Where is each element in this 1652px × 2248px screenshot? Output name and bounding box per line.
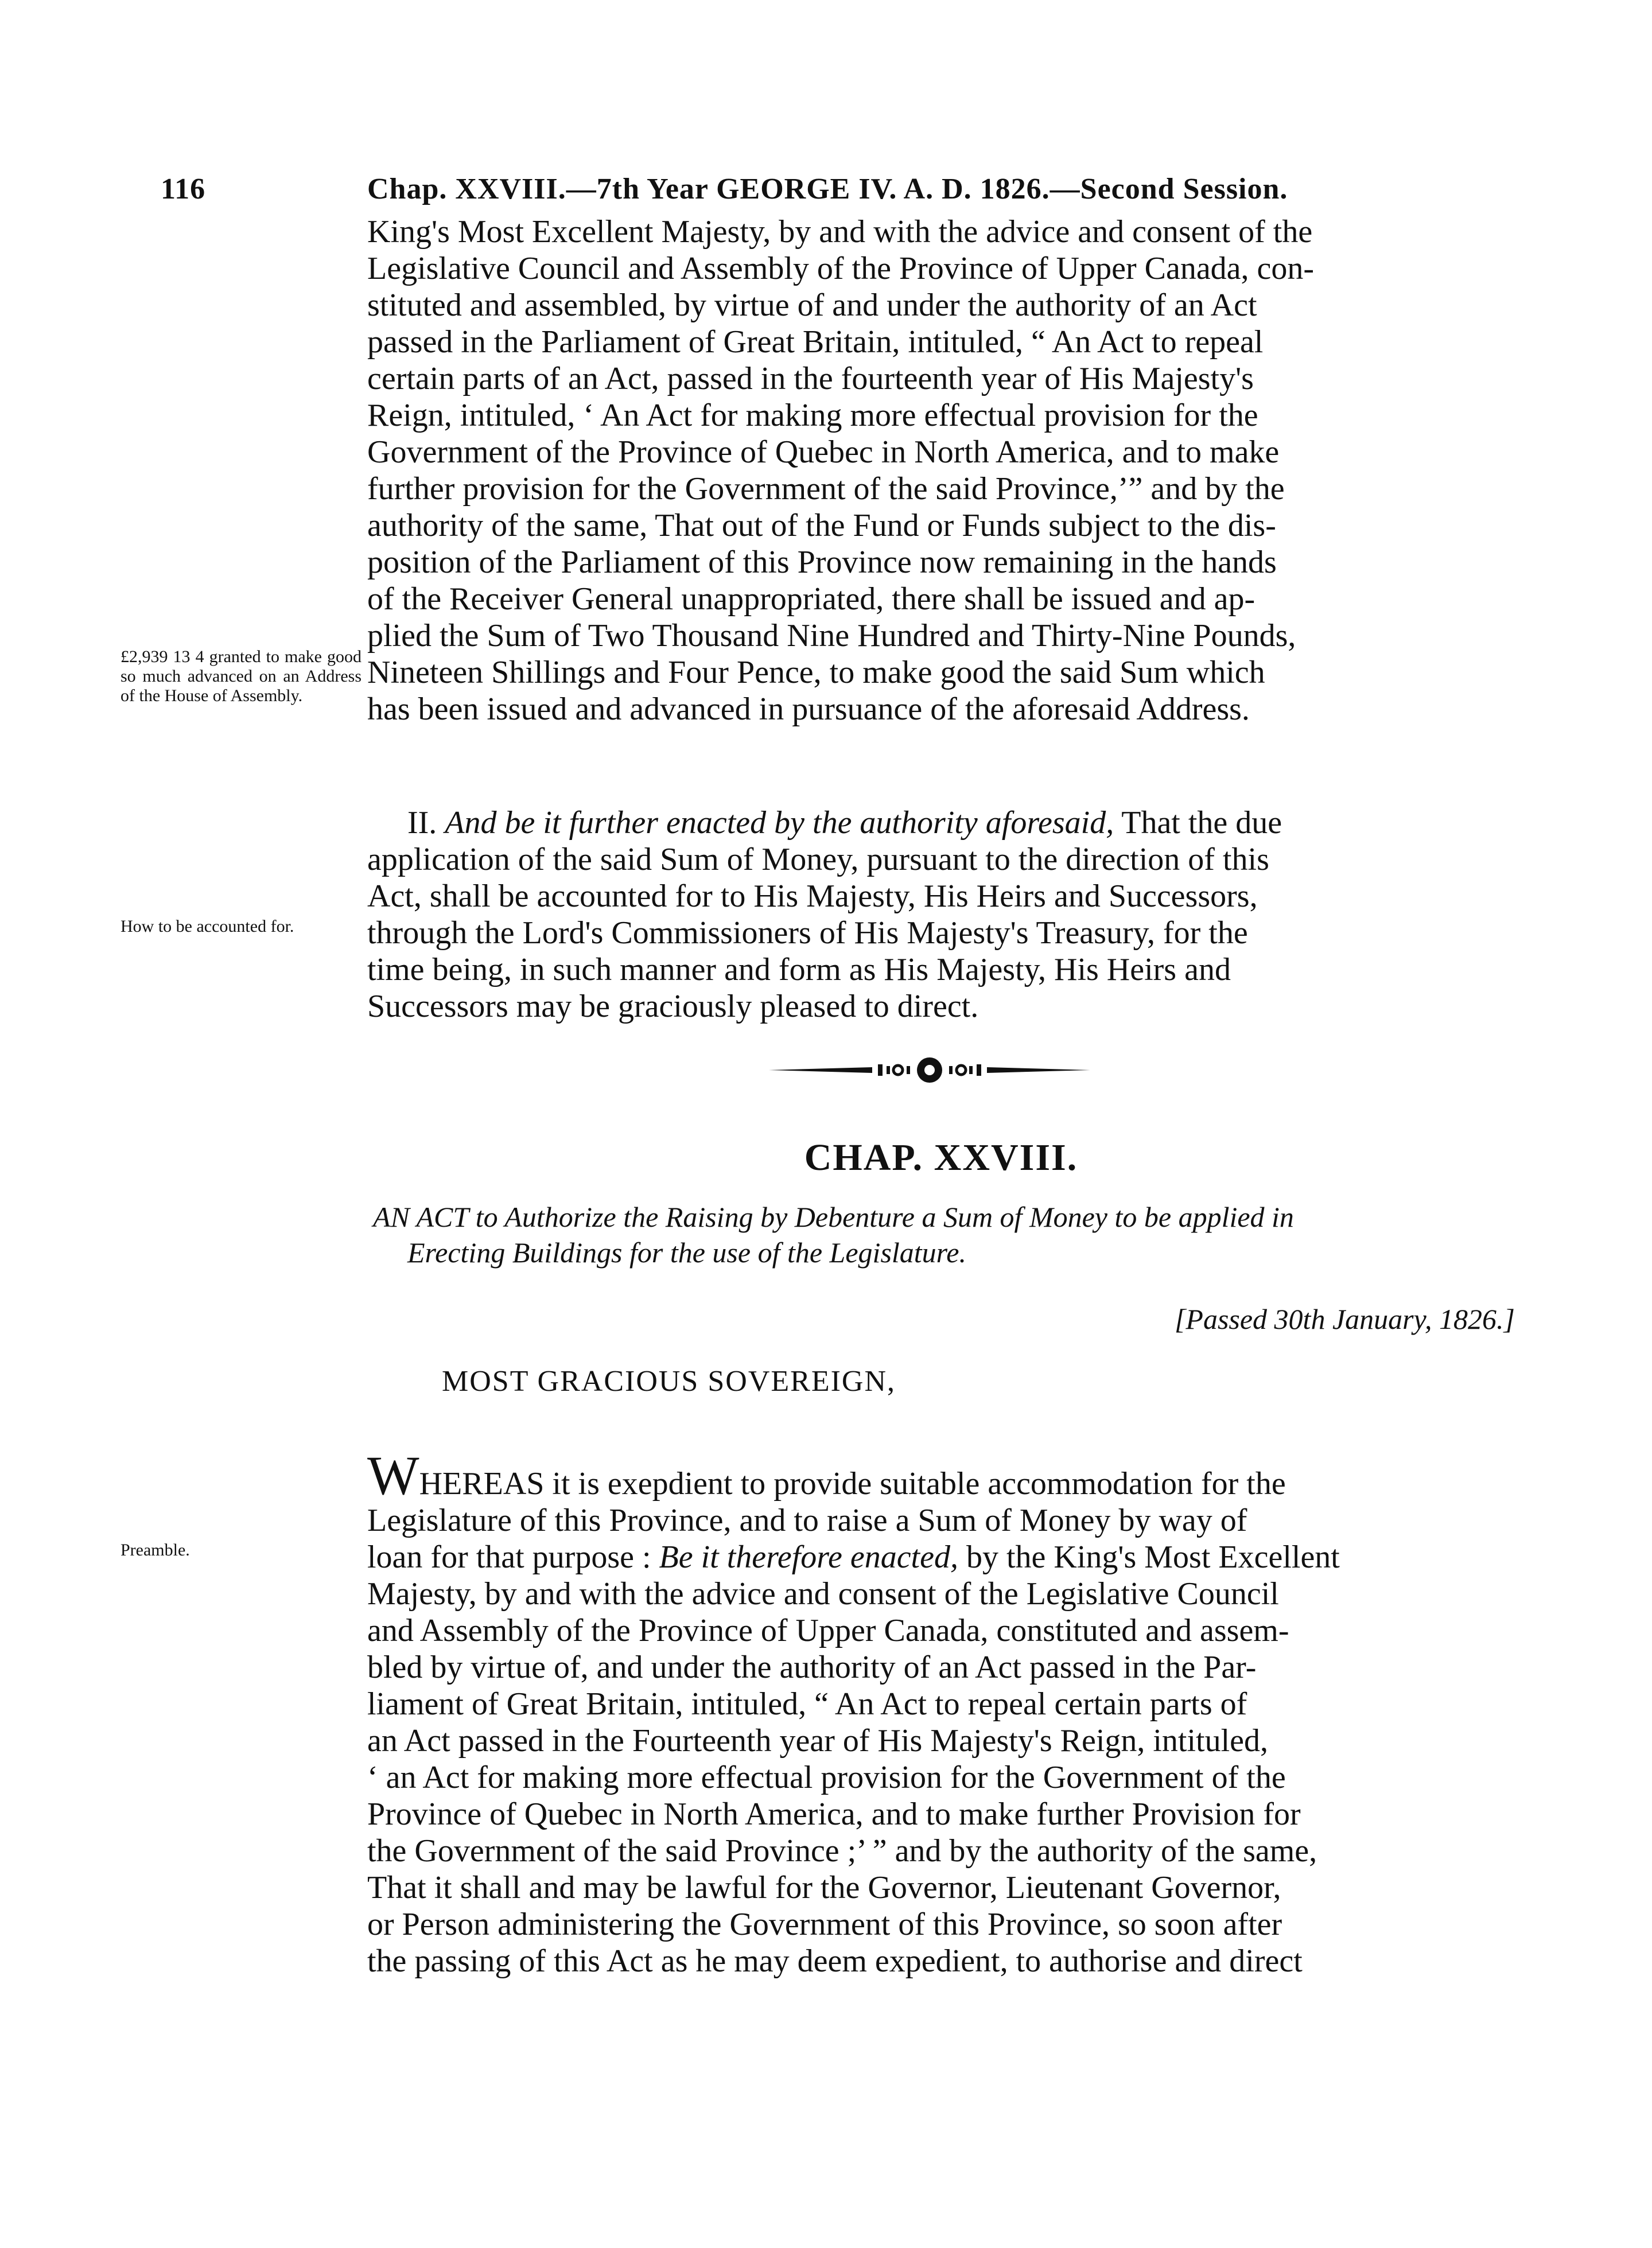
text-line: the Government of the said Province ;’ ” and by the authority of the same, bbox=[367, 1833, 1317, 1869]
paragraph-1 bbox=[367, 213, 1515, 728]
text-line: Act, shall be accounted for to His Majesty, His Heirs and Successors, bbox=[367, 878, 1258, 914]
text-line: has been issued and advanced in pursuance of the aforesaid Address. bbox=[367, 691, 1250, 727]
text-line: the passing of this Act as he may deem expedient, to authorise and direct bbox=[367, 1943, 1303, 1979]
text-line: and Assembly of the Province of Upper Canada, constituted and assem- bbox=[367, 1613, 1289, 1648]
text-line: or Person administering the Government of this Province, so soon after bbox=[367, 1907, 1282, 1942]
text-line: II. And be it further enacted by the authority aforesaid, That the due bbox=[407, 805, 1282, 841]
passed-date: [Passed 30th January, 1826.] bbox=[1174, 1303, 1515, 1335]
margin-note-preamble: Preamble. bbox=[121, 1541, 190, 1559]
text-line: WHEREAS it is exepdient to provide suitable accommodation for the bbox=[367, 1445, 1286, 1506]
paragraph-2 bbox=[367, 804, 1515, 1025]
text-line: Province of Quebec in North America, and to make further Provision for bbox=[367, 1796, 1301, 1832]
margin-note-granted: £2,939 13 4 granted to make good so much advanced on an Address of the House of Assembly. bbox=[121, 647, 362, 705]
text-line: further provision for the Government of the said Province,’” and by the bbox=[367, 471, 1285, 507]
text-line: time being, in such manner and form as His Majesty, His Heirs and bbox=[367, 952, 1231, 987]
running-title: Chap. XXVIII.—7th Year GEORGE IV. A. D. 1826.—Second Session. bbox=[367, 173, 1288, 205]
text-line: authority of the same, That out of the Fund or Funds subject to the dis- bbox=[367, 508, 1276, 543]
text-line: liament of Great Britain, intituled, “ An Act to repeal certain parts of bbox=[367, 1686, 1247, 1722]
text-line: certain parts of an Act, passed in the fourteenth year of His Majesty's bbox=[367, 361, 1254, 396]
text-line: Majesty, by and with the advice and consent of the Legislative Council bbox=[367, 1576, 1279, 1612]
drop-cap: W bbox=[367, 1445, 419, 1506]
text-line: loan for that purpose : Be it therefore enacted, by the King's Most Excellent bbox=[367, 1539, 1340, 1575]
text-line: passed in the Parliament of Great Britain, intituled, “ An Act to repeal bbox=[367, 324, 1264, 360]
text-line: bled by virtue of, and under the authority of an Act passed in the Par- bbox=[367, 1650, 1257, 1685]
text-line: King's Most Excellent Majesty, by and with the advice and consent of the bbox=[367, 214, 1313, 250]
text-line: Government of the Province of Quebec in North America, and to make bbox=[367, 434, 1280, 470]
text-line: application of the said Sum of Money, pursuant to the direction of this bbox=[367, 842, 1269, 877]
text-line: an Act passed in the Fourteenth year of His Majesty's Reign, intituled, bbox=[367, 1723, 1269, 1759]
act-title-line: Erecting Buildings for the use of the Legislature. bbox=[407, 1236, 966, 1269]
text-line: through the Lord's Commissioners of His Majesty's Treasury, for the bbox=[367, 915, 1248, 951]
ornament-divider-icon bbox=[769, 1056, 1090, 1084]
text-line: Legislative Council and Assembly of the Province of Upper Canada, con- bbox=[367, 251, 1315, 286]
chapter-title: CHAP. XXVIII. bbox=[804, 1137, 1078, 1179]
section-number: II. bbox=[407, 805, 437, 841]
text-line: Nineteen Shillings and Four Pence, to make good the said Sum which bbox=[367, 655, 1265, 690]
text-line: ‘ an Act for making more effectual provision for the Government of the bbox=[367, 1760, 1286, 1795]
text-line: Legislature of this Province, and to raise a Sum of Money by way of bbox=[367, 1503, 1247, 1538]
enacting-clause: Be it therefore enacted, bbox=[659, 1539, 958, 1575]
page-number: 116 bbox=[161, 173, 206, 205]
enacting-clause: And be it further enacted by the authority aforesaid, bbox=[445, 805, 1114, 841]
text-line: of the Receiver General unappropriated, there shall be issued and ap- bbox=[367, 581, 1255, 617]
act-title-line: AN ACT to Authorize the Raising by Debenture a Sum of Money to be applied in bbox=[373, 1201, 1294, 1233]
text-line: Successors may be graciously pleased to direct. bbox=[367, 989, 979, 1024]
text-line: Reign, intituled, ‘ An Act for making more effectual provision for the bbox=[367, 398, 1258, 433]
salutation: MOST GRACIOUS SOVEREIGN, bbox=[442, 1365, 896, 1398]
text-line: stituted and assembled, by virtue of and under the authority of an Act bbox=[367, 287, 1257, 323]
margin-note-accounted: How to be accounted for. bbox=[121, 917, 294, 936]
text-line: plied the Sum of Two Thousand Nine Hundred and Thirty-Nine Pounds, bbox=[367, 618, 1296, 654]
text-line: That it shall and may be lawful for the Governor, Lieutenant Governor, bbox=[367, 1870, 1281, 1905]
paragraph-3 bbox=[367, 1445, 1515, 1979]
act-title bbox=[373, 1199, 1515, 1270]
text-line: position of the Parliament of this Province now remaining in the hands bbox=[367, 545, 1277, 580]
